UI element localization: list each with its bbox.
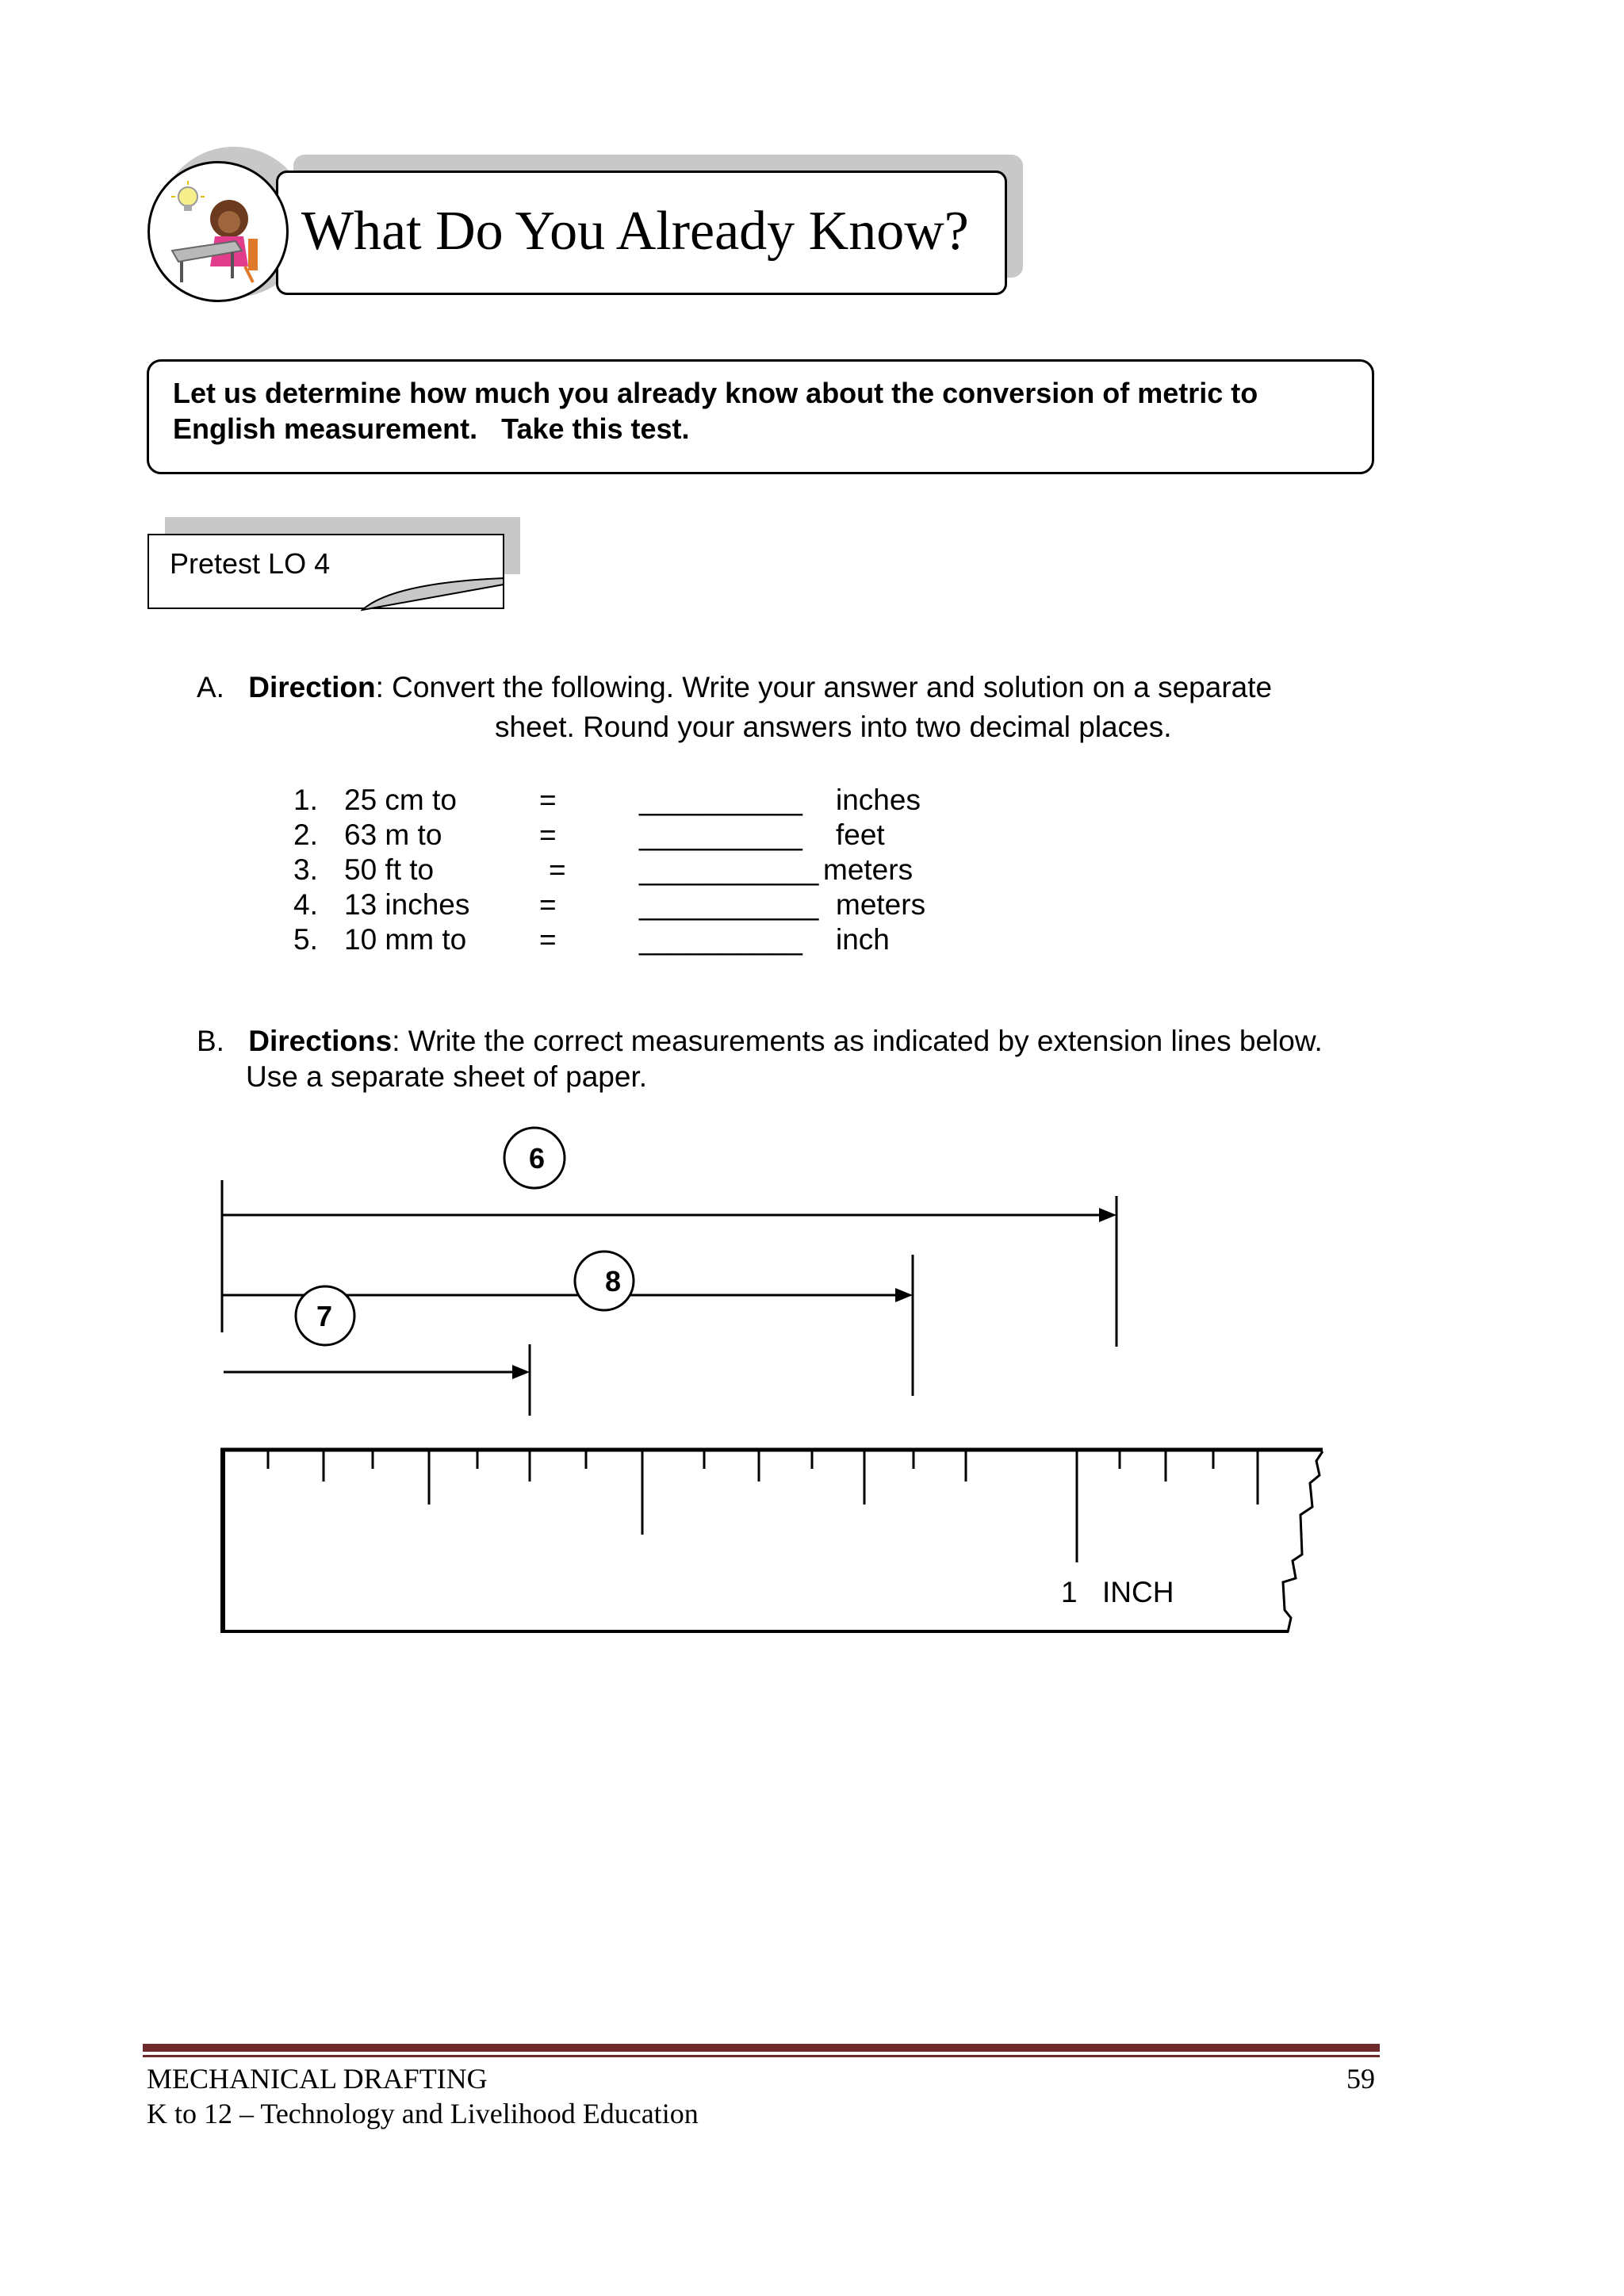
answer-blank[interactable]: __________ — [639, 923, 802, 956]
footer-rule-thick — [143, 2044, 1380, 2052]
answer-blank[interactable]: __________ — [639, 818, 802, 851]
arrowhead-6 — [1099, 1208, 1116, 1222]
item-quantity: 63 m to — [344, 818, 442, 851]
footer-subject: MECHANICAL DRAFTING — [147, 2063, 488, 2095]
item-unit: inches — [836, 784, 921, 816]
section-a-letter: A. — [197, 671, 224, 703]
label-8: 8 — [604, 1265, 622, 1297]
label-7: 7 — [316, 1300, 333, 1332]
item-unit: feet — [836, 818, 885, 851]
arrowhead-8 — [895, 1288, 913, 1302]
item-equals: = — [539, 818, 557, 851]
section-a-label: Direction — [248, 671, 376, 703]
footer-rule-thin — [143, 2055, 1380, 2057]
ruler-label-number: 1 — [1061, 1576, 1078, 1608]
footer-page-number: 59 — [1346, 2063, 1375, 2095]
item-number: 2. — [293, 818, 318, 851]
section-b-instruction-line-2: Use a separate sheet of paper. — [246, 1060, 648, 1093]
item-unit: inch — [836, 923, 890, 956]
item-equals: = — [539, 784, 557, 816]
section-b-label: Directions — [248, 1025, 393, 1057]
section-a-instruction-line-2: sheet. Round your answers into two decimal places. — [495, 711, 1172, 743]
item-unit: meters — [823, 853, 914, 886]
page-title: What Do You Already Know? — [301, 201, 969, 262]
footer-course: K to 12 – Technology and Livelihood Education — [147, 2098, 699, 2129]
section-b-instruction: : Write the correct measurements as indicated by extension lines below. — [392, 1025, 1323, 1057]
item-quantity: 13 inches — [344, 888, 470, 921]
item-number: 3. — [293, 853, 318, 886]
item-equals: = — [539, 888, 557, 921]
item-number: 1. — [293, 784, 318, 816]
item-equals: = — [539, 923, 557, 956]
item-equals: = — [549, 853, 566, 886]
intro-line-1: Let us determine how much you already know about the conversion of metric to — [173, 377, 1258, 409]
arrowhead-7 — [512, 1365, 530, 1379]
answer-blank[interactable]: __________ — [639, 784, 802, 816]
label-6: 6 — [528, 1142, 546, 1175]
item-quantity: 25 cm to — [344, 784, 457, 816]
answer-blank[interactable]: ___________ — [639, 888, 819, 921]
item-number: 5. — [293, 923, 318, 956]
ruler-label-unit: INCH — [1102, 1576, 1174, 1608]
item-quantity: 50 ft to — [344, 853, 435, 886]
pretest-label: Pretest LO 4 — [170, 547, 331, 580]
answer-blank[interactable]: ___________ — [639, 853, 819, 886]
ruler-torn-edge — [1283, 1451, 1323, 1632]
item-unit: meters — [836, 888, 926, 921]
section-a-instruction: : Convert the following. Write your answer and solution on a separate — [375, 671, 1273, 703]
section-b-letter: B. — [197, 1025, 224, 1057]
item-number: 4. — [293, 888, 318, 921]
intro-line-2: English measurement. Take this test. — [173, 412, 690, 445]
item-quantity: 10 mm to — [344, 923, 467, 956]
